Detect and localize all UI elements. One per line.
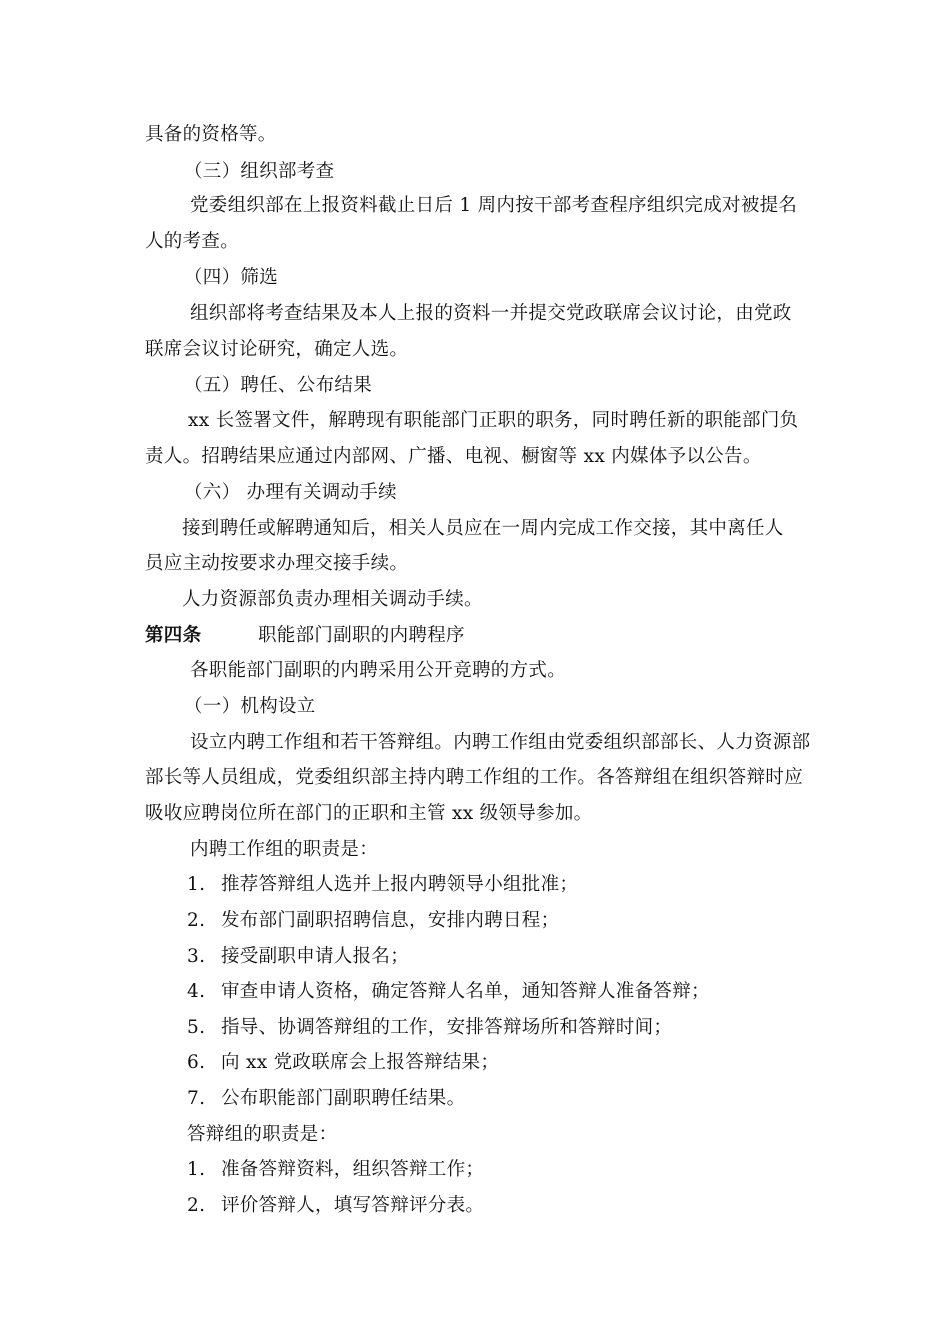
paragraph-continuation: 具备的资格等。	[145, 124, 277, 145]
section-heading-6: （六） 办理有关调动手续	[184, 482, 397, 503]
paragraph-line: 吸收应聘岗位所在部门的正职和主管 xx 级领导参加。	[145, 803, 593, 824]
list-number: 1.	[187, 874, 206, 895]
list-text: 评价答辩人，填写答辩评分表。	[221, 1195, 485, 1216]
section-heading-4: （四）筛选	[184, 267, 279, 288]
paragraph-line: 人力资源部负责办理相关调动手续。	[182, 589, 483, 610]
section-heading-3: （三）组织部考查	[184, 161, 335, 182]
paragraph-line: 员应主动按要求办理交接手续。	[145, 553, 409, 574]
paragraph-line: 接到聘任或解聘通知后，相关人员应在一周内完成工作交接，其中离任人	[182, 518, 784, 539]
list-number: 3.	[187, 946, 206, 967]
list-text: 接受副职申请人报名；	[221, 946, 410, 967]
list-text: 准备答辩资料，组织答辩工作；	[221, 1159, 485, 1180]
paragraph-line: 联席会议讨论研究，确定人选。	[145, 339, 409, 360]
section-heading-5: （五）聘任、公布结果	[184, 375, 373, 396]
section-heading-1: （一）机构设立	[184, 696, 316, 717]
list-intro: 内聘工作组的职责是：	[190, 839, 379, 860]
list-text: 指导、协调答辩组的工作，安排答辩场所和答辩时间；	[221, 1017, 673, 1038]
article-heading	[145, 624, 805, 648]
list-number: 2.	[187, 1195, 206, 1216]
list-number: 5.	[187, 1017, 206, 1038]
article-title: 职能部门副职的内聘程序	[258, 625, 465, 646]
list-number: 6.	[187, 1052, 206, 1073]
paragraph-line: 组织部将考查结果及本人上报的资料一并提交党政联席会议讨论，由党政	[190, 303, 792, 324]
paragraph-line: xx 长签署文件，解聘现有职能部门正职的职务，同时聘任新的职能部门负	[188, 410, 799, 431]
paragraph-line: 各职能部门副职的内聘采用公开竞聘的方式。	[190, 660, 567, 681]
paragraph-line: 设立内聘工作组和若干答辩组。内聘工作组由党委组织部部长、人力资源部	[190, 732, 811, 753]
list-text: 向 xx 党政联席会上报答辩结果；	[221, 1052, 500, 1073]
paragraph-line: 党委组织部在上报资料截止日后 1 周内按干部考查程序组织完成对被提名	[190, 195, 798, 216]
list-number: 7.	[187, 1088, 206, 1109]
list-number: 2.	[187, 910, 206, 931]
list-text: 推荐答辩组人选并上报内聘领导小组批准；	[221, 874, 579, 895]
list-intro: 答辩组的职责是：	[187, 1124, 338, 1145]
list-number: 1.	[187, 1159, 206, 1180]
list-text: 审查申请人资格，确定答辩人名单，通知答辩人准备答辩；	[221, 981, 710, 1002]
list-number: 4.	[187, 981, 206, 1002]
paragraph-line: 部长等人员组成，党委组织部主持内聘工作组的工作。各答辩组在组织答辩时应	[145, 767, 804, 788]
article-label: 第四条	[145, 625, 202, 646]
paragraph-line: 人的考查。	[145, 231, 240, 252]
list-text: 公布职能部门副职聘任结果。	[221, 1088, 466, 1109]
paragraph-line: 责人。招聘结果应通过内部网、广播、电视、橱窗等 xx 内媒体予以公告。	[145, 446, 762, 467]
list-text: 发布部门副职招聘信息，安排内聘日程；	[221, 910, 560, 931]
